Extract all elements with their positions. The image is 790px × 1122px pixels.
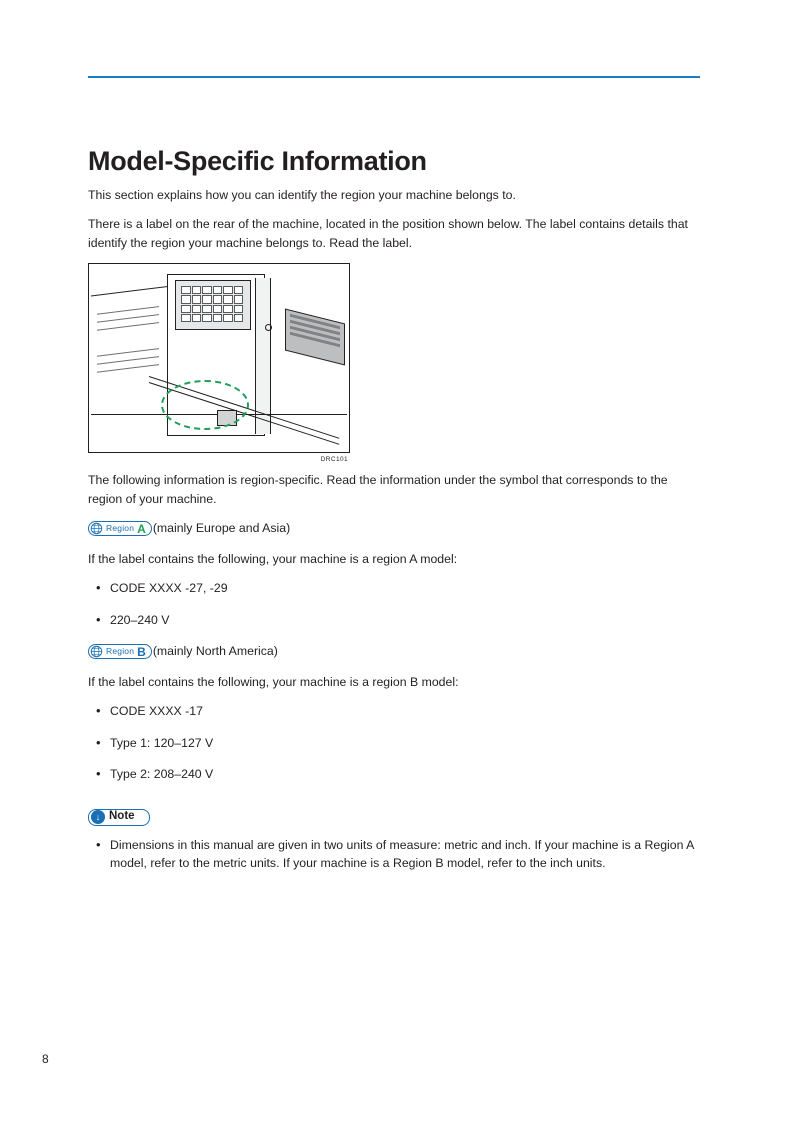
region-a-list	[88, 579, 702, 629]
note-heading	[88, 809, 150, 826]
note-arrow-icon: ↓	[91, 810, 105, 824]
intro-paragraph-2: There is a label on the rear of the machine, located in the position shown below. The label contains details that identify the region your machine belongs to. Read the label.	[88, 217, 688, 251]
region-a-letter: A	[137, 521, 146, 536]
machine-figure	[88, 263, 350, 465]
list-item: • 220–240 V	[110, 611, 702, 629]
page-title: Model-Specific Information	[88, 146, 427, 177]
figure-caption: DRC101	[320, 456, 348, 464]
list-item: • Type 1: 120–127 V	[110, 734, 702, 752]
list-item: • Dimensions in this manual are given in two units of measure: metric and inch. If your machine is a Region A model, refer to the metric units. If your machine is a Region B model, refer to the inch units.	[110, 836, 702, 873]
list-item: • CODE XXXX -27, -29	[110, 579, 702, 597]
machine-keypad	[181, 286, 243, 322]
region-a-heading	[88, 519, 702, 538]
list-item: • CODE XXXX -17	[110, 702, 702, 720]
machine-illustration	[88, 263, 350, 453]
region-a-lead: If the label contains the following, your machine is a region A model:	[88, 552, 458, 567]
region-b-heading	[88, 642, 702, 661]
globe-icon	[90, 645, 103, 658]
note-label: Note	[109, 810, 135, 823]
region-b-badge	[88, 644, 152, 659]
region-a-scope: (mainly Europe and Asia)	[152, 521, 291, 536]
region-b-scope: (mainly North America)	[152, 644, 278, 659]
label-location-highlight	[161, 380, 249, 430]
region-b-word: Region	[106, 646, 135, 657]
globe-icon	[90, 522, 103, 535]
region-b-letter: B	[137, 644, 146, 659]
region-a-word: Region	[106, 523, 135, 534]
body-paragraph-3: The following information is region-specific. Read the information under the symbol that corresponds to the region of your machine.	[88, 473, 668, 507]
page-content	[88, 186, 702, 886]
header-rule	[88, 76, 700, 78]
list-item: • Type 2: 208–240 V	[110, 765, 702, 783]
region-a-badge	[88, 521, 152, 536]
region-b-list	[88, 702, 702, 783]
region-b-lead: If the label contains the following, your machine is a region B model:	[88, 675, 459, 690]
page-number: 8	[42, 1052, 49, 1066]
note-list	[88, 836, 702, 873]
intro-paragraph-1: This section explains how you can identify the region your machine belongs to.	[88, 188, 516, 202]
